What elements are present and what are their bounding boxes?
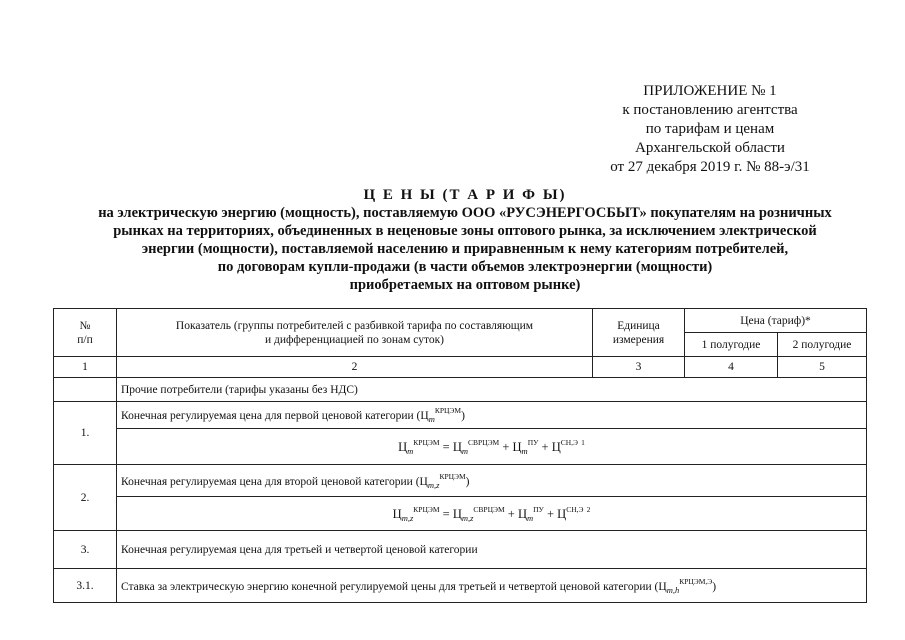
f2-c2-sup: СВРЦЭМ [473, 504, 505, 514]
row-3-1-label [117, 569, 867, 603]
row-3-label: Конечная регулируемая цена для третьей и четвертой ценовой категории [117, 531, 867, 569]
f2-c3-sup: ПУ [533, 504, 544, 514]
f1-c1-sub: m [407, 445, 414, 456]
appendix-line-4: Архангельской области [635, 140, 785, 156]
header-num [54, 309, 117, 357]
header-row-1 [54, 309, 867, 333]
symbol-subscript: m,z [427, 479, 440, 490]
row-2-label [117, 465, 867, 497]
row-3-1-number: 3.1. [54, 569, 117, 603]
f1-c1-sup: КРЦЭМ [413, 437, 440, 447]
f1-c3: Ц [512, 439, 522, 454]
f2-c3-sub: m [526, 512, 534, 523]
title-line-3: энергии (мощности), поставляемой населению и приравненным к нему категориям потребителей, [141, 241, 789, 257]
title-line-1: на электрическую энергию (мощность), поставляемую ООО «РУСЭНЕРГОСБЫТ» покупателям на розничных [98, 205, 832, 221]
f1-c3-sup: ПУ [527, 437, 539, 447]
symbol-subscript: m,h [666, 584, 680, 595]
formula-1 [117, 429, 867, 465]
appendix-title: ПРИЛОЖЕНИЕ № 1 [643, 83, 777, 99]
appendix-block [560, 82, 860, 177]
row-1-number: 1. [54, 402, 117, 465]
col-number-4: 4 [685, 357, 778, 378]
row-2-label-text: Конечная регулируемая цена для второй ценовой категории ( [121, 475, 420, 488]
header-num-line1: № [79, 319, 91, 332]
symbol-superscript: КРЦЭМ [439, 471, 466, 481]
f2-plus-1: + [507, 506, 515, 521]
header-half-2: 2 полугодие [778, 333, 867, 357]
title-heading: Ц Е Н Ы (Т А Р И Ф Ы) [363, 187, 567, 203]
title-line-2: рынках на территориях, объединенных в неценовые зоны оптового рынка, за исключением электрической [113, 223, 817, 239]
f2-c4-sup: СН,Э [566, 504, 584, 514]
price-symbol: Ц [420, 410, 429, 422]
header-indicator-line1: Показатель (группы потребителей с разбивкой тарифа по составляющим [175, 319, 534, 332]
other-consumers-label: Прочие потребители (тарифы указаны без НДС) [117, 378, 867, 402]
price-symbol: Ц [419, 475, 428, 488]
header-indicator-line2: и дифференциацией по зонам суток) [265, 333, 444, 346]
f1-plus-1: + [502, 439, 510, 454]
col-number-5: 5 [778, 357, 867, 378]
row-1-label [117, 402, 867, 429]
f1-c4-sup: СН,Э [560, 437, 579, 447]
title-line-4: по договорам купли-продажи (в части объемов электроэнергии (мощности) [217, 259, 713, 275]
table-row-3-1 [54, 569, 867, 603]
header-half-1: 1 полугодие [685, 333, 778, 357]
row-2-number: 2. [54, 465, 117, 531]
empty-cell [54, 378, 117, 402]
close-paren: ) [465, 475, 470, 488]
price-table [53, 308, 867, 603]
f1-c4: Ц [551, 439, 561, 454]
col-number-1: 1 [54, 357, 117, 378]
symbol-subscript: m [428, 414, 435, 424]
row-1-label-text: Конечная регулируемая цена для первой ценовой категории ( [121, 410, 421, 422]
appendix-line-2: к постановлению агентства [622, 102, 798, 118]
f2-footnote: 2 [586, 504, 591, 514]
appendix-line-5: от 27 декабря 2019 г. № 88-э/31 [610, 159, 810, 175]
f1-c2: Ц [452, 439, 462, 454]
f2-c2-sub: m,z [461, 512, 474, 523]
f1-plus-2: + [541, 439, 549, 454]
f2-eq: = [442, 506, 450, 521]
col-number-2: 2 [117, 357, 593, 378]
table-row-2 [54, 465, 867, 497]
column-number-row [54, 357, 867, 378]
document-title [70, 186, 860, 294]
f2-c1: Ц [392, 506, 402, 521]
col-number-3: 3 [593, 357, 685, 378]
symbol-superscript: КРЦЭМ,Э [679, 576, 713, 586]
title-line-5: приобретаемых на оптовом рынке) [349, 277, 581, 293]
f1-c2-sup: СВРЦЭМ [467, 437, 500, 447]
header-price: Цена (тариф)* [685, 309, 867, 333]
f2-plus-2: + [546, 506, 555, 521]
f2-c4: Ц [557, 506, 567, 521]
f1-c2-sub: m [461, 445, 468, 456]
f1-c3-sub: m [521, 445, 528, 456]
f1-c1: Ц [398, 439, 408, 454]
close-paren: ) [712, 580, 717, 593]
header-unit [593, 309, 685, 357]
price-symbol: Ц [658, 580, 667, 593]
close-paren: ) [461, 410, 465, 422]
table-row-1-formula [54, 429, 867, 465]
table-row-1 [54, 402, 867, 429]
f2-c1-sub: m,z [401, 512, 414, 523]
f2-c2: Ц [452, 506, 462, 521]
f1-eq: = [442, 439, 450, 454]
formula-2 [117, 497, 867, 531]
symbol-superscript: КРЦЭМ [434, 406, 462, 415]
table-row-2-formula [54, 497, 867, 531]
f2-c3: Ц [517, 506, 527, 521]
row-3-1-label-text: Ставка за электрическую энергию конечной регулируемой цены для третьей и четвертой ценовой категории ( [121, 580, 659, 593]
appendix-line-3: по тарифам и ценам [645, 121, 775, 137]
row-3-number: 3. [54, 531, 117, 569]
table-row-other-consumers [54, 378, 867, 402]
header-unit-line1: Единица [617, 319, 660, 332]
table-row-3 [54, 531, 867, 569]
header-indicator [117, 309, 593, 357]
f2-c1-sup: КРЦЭМ [413, 504, 440, 514]
header-num-line2: п/п [77, 333, 93, 346]
header-unit-line2: измерения [612, 333, 665, 346]
f1-footnote: 1 [581, 437, 585, 447]
